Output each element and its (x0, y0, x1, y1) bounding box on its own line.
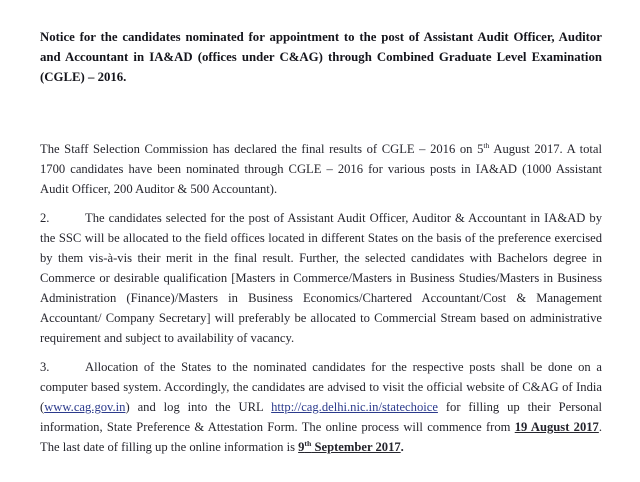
hyperlink[interactable]: http://cag.delhi.nic.in/statechoice (271, 400, 438, 414)
paragraph-number: 3. (40, 360, 50, 374)
text-run: for filling up their Personal information, State Preference & Attestation Form. The online process will commence from (40, 400, 602, 434)
text-run: 19 August 2017 (514, 420, 599, 434)
paragraph-3 (40, 357, 602, 457)
text-run: August 2017. A total 1700 candidates have been nominated through CGLE – 2016 for various posts in IA&AD (1000 Assistant Audit Officer, 200 Auditor & 500 Accountant). (40, 142, 602, 196)
text-run: The Staff Selection Commission has declared the final results of CGLE – 2016 on 5 (40, 142, 484, 156)
text-run: . The last date of filling up the online information is (40, 420, 602, 454)
paragraph-number: 2. (40, 211, 50, 225)
text-run: September 2017 (311, 440, 401, 454)
text-run: 9 (298, 440, 305, 454)
text-run: The candidates selected for the post of Assistant Audit Officer, Auditor & Accountant in IA&AD by the SSC will be allocated to the field offices located in different States on the basis of the preference exercised by them vis-à-vis their merit in the final result. Further, the selected candidates with Bachelors degree in Commerce or desirable qualification [Masters in Commerce/Masters in Business Studies/Masters in Business Administration (Finance)/Masters in Business Economics/Chartered Accountant/Cost & Management Accountant/ Company Secretary] will preferably be allocated to Commercial Stream based on administrative requirement and subject to availability of vacancy. (40, 211, 602, 345)
text-run: th (304, 438, 312, 448)
text-run: . (400, 440, 404, 454)
paragraph-1 (40, 139, 602, 199)
paragraph-2 (40, 208, 602, 348)
text-run: Allocation of the States to the nominated candidates for the respective posts shall be done on a computer based system. Accordingly, the candidates are advised to visit the official website of C&AG of India ( (40, 360, 602, 414)
text-run: th (483, 140, 490, 150)
notice-title: Notice for the candidates nominated for appointment to the post of Assistant Audit Officer, Auditor and Accountant in IA&AD (offices under C&AG) through Combined Graduate Level Examination (CGLE) – 2016. (40, 30, 602, 84)
hyperlink[interactable]: www.cag.gov.in (44, 400, 126, 414)
notice-body (40, 139, 602, 457)
text-run: ) and log into the URL (125, 400, 272, 414)
